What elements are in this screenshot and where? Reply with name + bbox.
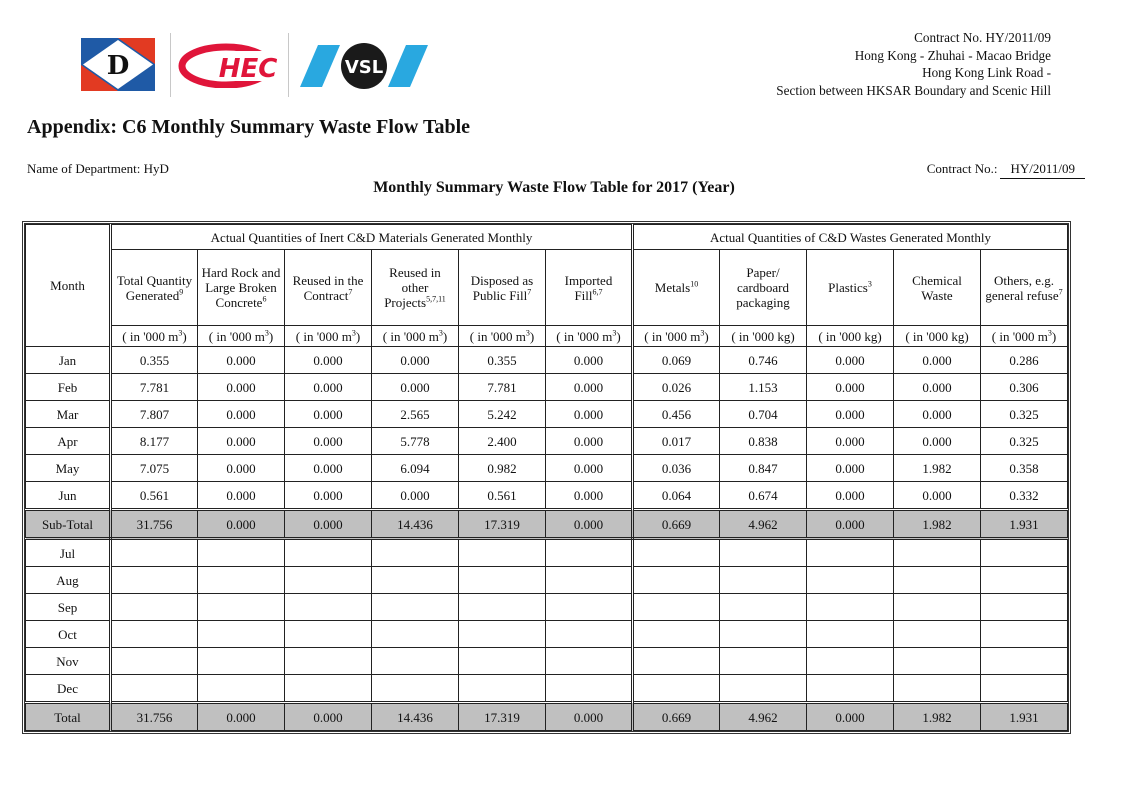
value-cell: 0.000 [285,428,372,455]
value-cell: 0.000 [807,401,894,428]
unit-cell [894,326,981,347]
footnote-marker: 6,7 [592,287,603,297]
month-cell: Aug [26,567,111,594]
value-cell: 0.000 [807,510,894,539]
unit-cell [372,326,459,347]
value-cell: 0.000 [198,374,285,401]
unit-text: ( in '000 m [122,328,179,344]
value-cell: 0.000 [285,455,372,482]
value-cell: 2.565 [372,401,459,428]
unit-text: ) [704,328,709,344]
footnote-marker: 5,7,11 [426,294,446,304]
unit-text: ( in '000 m [295,328,352,344]
column-header-text: Disposed as [470,272,534,288]
column-header-text: general refuse [985,287,1059,303]
unit-exponent: 3 [178,328,183,338]
column-header-text: Others, e.g. [994,272,1054,288]
value-cell: 0.000 [546,510,633,539]
value-cell [198,648,285,675]
column-header-others-e-g-general-refuse [981,250,1068,326]
value-cell: 0.847 [720,455,807,482]
value-cell: 5.778 [372,428,459,455]
department-name: Name of Department: HyD [27,161,169,176]
value-cell: 0.669 [633,510,720,539]
unit-text: ( in '000 m [382,328,439,344]
month-cell: Sub-Total [26,510,111,539]
value-cell: 1.982 [894,703,981,731]
column-header-text: Concrete [215,295,263,310]
unit-cell [807,326,894,347]
value-cell [198,675,285,703]
unit-text: ( in '000 m [556,328,613,344]
value-cell: 0.306 [981,374,1068,401]
value-cell: 7.781 [459,374,546,401]
value-cell: 6.094 [372,455,459,482]
value-cell: 0.000 [198,482,285,510]
value-cell: 0.000 [546,347,633,374]
unit-text: ( in '000 kg) [731,328,795,344]
unit-text: ) [442,328,448,344]
value-cell [372,648,459,675]
value-cell [111,675,198,703]
column-header-text: Imported [564,272,613,288]
unit-cell [981,326,1068,347]
value-cell: 14.436 [372,510,459,539]
value-cell: 0.026 [633,374,720,401]
unit-cell [111,326,198,347]
value-cell: 0.000 [807,347,894,374]
value-cell: 4.962 [720,703,807,731]
month-cell: Oct [26,621,111,648]
value-cell: 0.325 [981,428,1068,455]
value-cell [720,675,807,703]
month-cell: Dec [26,675,111,703]
footnote-marker: 9 [179,287,184,297]
value-cell [894,539,981,567]
column-header-text: other [401,280,429,295]
month-cell: Total [26,703,111,731]
column-header-text: packaging [736,295,790,310]
unit-exponent: 3 [525,328,530,338]
value-cell: 0.704 [720,401,807,428]
project-line-3: Section between HKSAR Boundary and Scenic Hill [776,82,1051,98]
value-cell: 0.000 [546,482,633,510]
value-cell: 0.017 [633,428,720,455]
units-row [26,326,1068,347]
column-header-text: Generated [125,287,180,303]
value-cell [111,648,198,675]
column-header-chemical-waste [894,250,981,326]
value-cell: 0.064 [633,482,720,510]
value-cell: 0.000 [285,482,372,510]
table-row [26,347,1068,374]
value-cell: 17.319 [459,510,546,539]
unit-exponent: 3 [351,328,356,338]
value-cell: 8.177 [111,428,198,455]
value-cell [720,594,807,621]
value-cell [111,594,198,621]
value-cell: 0.000 [372,374,459,401]
value-cell [981,675,1068,703]
column-header-text: Fill [574,287,593,303]
value-cell: 0.000 [285,347,372,374]
value-cell [894,675,981,703]
value-cell [720,539,807,567]
unit-exponent: 3 [438,328,443,338]
column-header-imported-fill [546,250,633,326]
value-cell: 0.000 [198,510,285,539]
unit-text: ) [182,328,187,344]
value-cell: 1.982 [894,455,981,482]
column-header-text: Contract [303,287,349,303]
value-cell [981,594,1068,621]
value-cell: 0.674 [720,482,807,510]
footnote-marker: 7 [527,287,532,297]
value-cell: 0.000 [198,428,285,455]
value-cell: 0.000 [372,482,459,510]
value-cell [285,648,372,675]
unit-exponent: 3 [264,328,269,338]
footnote-marker: 7 [348,287,353,297]
value-cell [285,567,372,594]
value-cell: 7.807 [111,401,198,428]
value-cell [633,594,720,621]
table-row [26,648,1068,675]
value-cell [285,621,372,648]
value-cell: 5.242 [459,401,546,428]
value-cell: 1.982 [894,510,981,539]
month-header: Month [26,225,111,347]
value-cell: 1.931 [981,510,1068,539]
svg-text:HEC: HEC [218,54,278,84]
value-cell: 0.036 [633,455,720,482]
unit-text: ( in '000 kg) [818,328,882,344]
column-header-text: Projects [384,295,427,310]
unit-cell [633,326,720,347]
group-header-row [26,225,1068,250]
value-cell: 0.000 [546,401,633,428]
column-header-hard-rock-and-large-broken-concrete [198,250,285,326]
appendix-title: Appendix: C6 Monthly Summary Waste Flow Table [27,116,471,138]
value-cell: 0.000 [894,374,981,401]
unit-text: ) [616,328,621,344]
value-cell: 0.000 [285,510,372,539]
table-row [26,401,1068,428]
month-cell: Feb [26,374,111,401]
value-cell [459,621,546,648]
column-header-text: Large Broken [205,280,277,295]
table-row [26,482,1068,510]
value-cell [894,621,981,648]
waste-flow-table [22,221,1071,734]
table-row [26,539,1068,567]
value-cell [546,648,633,675]
value-cell: 0.069 [633,347,720,374]
value-cell [372,567,459,594]
value-cell [111,539,198,567]
value-cell: 0.000 [894,401,981,428]
column-header-text: Reused in the [292,272,364,288]
value-cell [198,539,285,567]
value-cell: 0.332 [981,482,1068,510]
value-cell [546,594,633,621]
value-cell [285,675,372,703]
value-cell: 0.000 [894,428,981,455]
value-cell: 0.000 [894,347,981,374]
column-header-plastics [807,250,894,326]
value-cell: 17.319 [459,703,546,731]
project-line-1: Hong Kong - Zhuhai - Macao Bridge [854,47,1051,63]
value-cell [459,648,546,675]
value-cell [198,567,285,594]
value-cell: 0.000 [807,482,894,510]
column-header-paper-cardboard-packaging [720,250,807,326]
value-cell [546,675,633,703]
value-cell: 0.000 [894,482,981,510]
unit-text: ) [529,328,535,344]
value-cell: 1.153 [720,374,807,401]
value-cell: 0.000 [198,401,285,428]
logo-divider [288,33,289,97]
value-cell [807,621,894,648]
unit-text: ( in '000 m [469,328,526,344]
value-cell [633,675,720,703]
value-cell [111,621,198,648]
value-cell [198,594,285,621]
svg-text:D: D [106,51,130,81]
value-cell: 31.756 [111,510,198,539]
value-cell [459,594,546,621]
column-header-text: Chemical [912,272,962,288]
value-cell [894,648,981,675]
value-cell: 0.000 [807,455,894,482]
value-cell: 0.000 [285,401,372,428]
value-cell [372,539,459,567]
unit-text: ( in '000 m [208,328,265,344]
unit-cell [459,326,546,347]
unit-text: ( in '000 m [991,328,1048,344]
contract-number-value: HY/2011/09 [1000,161,1085,179]
value-cell: 0.000 [285,374,372,401]
project-line-2: Hong Kong Link Road - [922,65,1051,80]
unit-cell [198,326,285,347]
month-cell: Mar [26,401,111,428]
value-cell [981,648,1068,675]
column-header-text: Metals [654,280,691,295]
column-header-text: Plastics [828,280,868,295]
chec-logo [178,43,278,88]
footnote-marker: 7 [1058,287,1063,297]
value-cell: 0.000 [372,347,459,374]
logo-strip [78,33,438,97]
value-cell: 0.000 [546,428,633,455]
table-row [26,567,1068,594]
dragages-logo [81,38,155,91]
column-header-text: Public Fill [472,287,528,303]
value-cell: 1.931 [981,703,1068,731]
value-cell [807,539,894,567]
value-cell: 0.000 [546,374,633,401]
value-cell [546,539,633,567]
column-header-reused-in-the-contract [285,250,372,326]
column-header-row [26,250,1068,326]
value-cell: 0.355 [111,347,198,374]
footnote-marker: 10 [690,279,699,289]
value-cell: 0.286 [981,347,1068,374]
value-cell [633,648,720,675]
value-cell [633,621,720,648]
subtotal-row [26,510,1068,539]
table-row [26,374,1068,401]
value-cell: 0.561 [459,482,546,510]
month-cell: May [26,455,111,482]
value-cell [459,539,546,567]
total-row [26,703,1068,731]
value-cell [285,594,372,621]
value-cell: 0.746 [720,347,807,374]
value-cell: 0.838 [720,428,807,455]
value-cell [981,539,1068,567]
value-cell [720,621,807,648]
logo-divider [170,33,171,97]
value-cell [546,621,633,648]
value-cell [720,567,807,594]
column-header-disposed-as-public-fill [459,250,546,326]
value-cell [372,675,459,703]
table-row [26,621,1068,648]
value-cell [459,675,546,703]
svg-text:VSL: VSL [344,57,384,78]
value-cell [198,621,285,648]
contract-header [776,29,1051,99]
value-cell [807,594,894,621]
vsl-logo [300,41,428,91]
value-cell [372,621,459,648]
value-cell: 0.000 [198,455,285,482]
value-cell: 0.000 [807,374,894,401]
value-cell [894,594,981,621]
table-row [26,455,1068,482]
column-header-text: Total Quantity [116,272,193,288]
value-cell: 0.000 [198,347,285,374]
column-header-reused-in-other-projects [372,250,459,326]
value-cell: 2.400 [459,428,546,455]
month-cell: Jan [26,347,111,374]
value-cell: 0.561 [111,482,198,510]
month-cell: Jul [26,539,111,567]
value-cell: 0.000 [198,703,285,731]
group-header-wastes: Actual Quantities of C&D Wastes Generated Monthly [633,225,1068,250]
value-cell: 0.355 [459,347,546,374]
column-header-text: Hard Rock and [201,265,281,280]
value-cell: 0.669 [633,703,720,731]
value-cell [807,567,894,594]
value-cell [807,648,894,675]
table-row [26,594,1068,621]
month-cell: Sep [26,594,111,621]
unit-exponent: 3 [1047,328,1052,338]
unit-text: ( in '000 m [644,328,701,344]
unit-cell [285,326,372,347]
table-row [26,428,1068,455]
value-cell: 7.075 [111,455,198,482]
month-cell: Apr [26,428,111,455]
contract-number-line: Contract No. HY/2011/09 [914,30,1051,45]
value-cell [633,567,720,594]
value-cell: 7.781 [111,374,198,401]
month-cell: Nov [26,648,111,675]
value-cell: 0.000 [546,703,633,731]
column-header-text: cardboard [737,280,789,295]
column-header-text: Reused in [389,265,441,280]
value-cell: 0.000 [546,455,633,482]
month-cell: Jun [26,482,111,510]
value-cell: 4.962 [720,510,807,539]
unit-text: ( in '000 kg) [905,328,969,344]
table-title: Monthly Summary Waste Flow Table for 2017 (Year) [373,179,735,196]
footnote-marker: 6 [262,294,267,304]
value-cell: 14.436 [372,703,459,731]
value-cell [981,621,1068,648]
unit-exponent: 3 [700,328,705,338]
value-cell [807,675,894,703]
value-cell [459,567,546,594]
unit-exponent: 3 [612,328,617,338]
value-cell: 0.982 [459,455,546,482]
value-cell: 0.325 [981,401,1068,428]
value-cell [111,567,198,594]
column-header-metals [633,250,720,326]
unit-text: ) [268,328,274,344]
column-header-text: Waste [921,287,953,303]
value-cell: 0.000 [807,703,894,731]
footnote-marker: 3 [867,279,872,289]
value-cell [894,567,981,594]
value-cell [372,594,459,621]
contract-number-label: Contract No.: [926,161,998,176]
value-cell [546,567,633,594]
value-cell [981,567,1068,594]
table-row [26,675,1068,703]
column-header-text: Paper/ [746,265,780,280]
unit-cell [720,326,807,347]
column-header-total-quantity-generated [111,250,198,326]
value-cell: 31.756 [111,703,198,731]
unit-cell [546,326,633,347]
value-cell [633,539,720,567]
group-header-inert: Actual Quantities of Inert C&D Materials Generated Monthly [111,225,633,250]
value-cell [285,539,372,567]
value-cell [720,648,807,675]
value-cell: 0.456 [633,401,720,428]
value-cell: 0.000 [285,703,372,731]
unit-text: ) [355,328,361,344]
value-cell: 0.358 [981,455,1068,482]
unit-text: ) [1051,328,1057,344]
contract-number-field [927,161,1085,179]
value-cell: 0.000 [807,428,894,455]
